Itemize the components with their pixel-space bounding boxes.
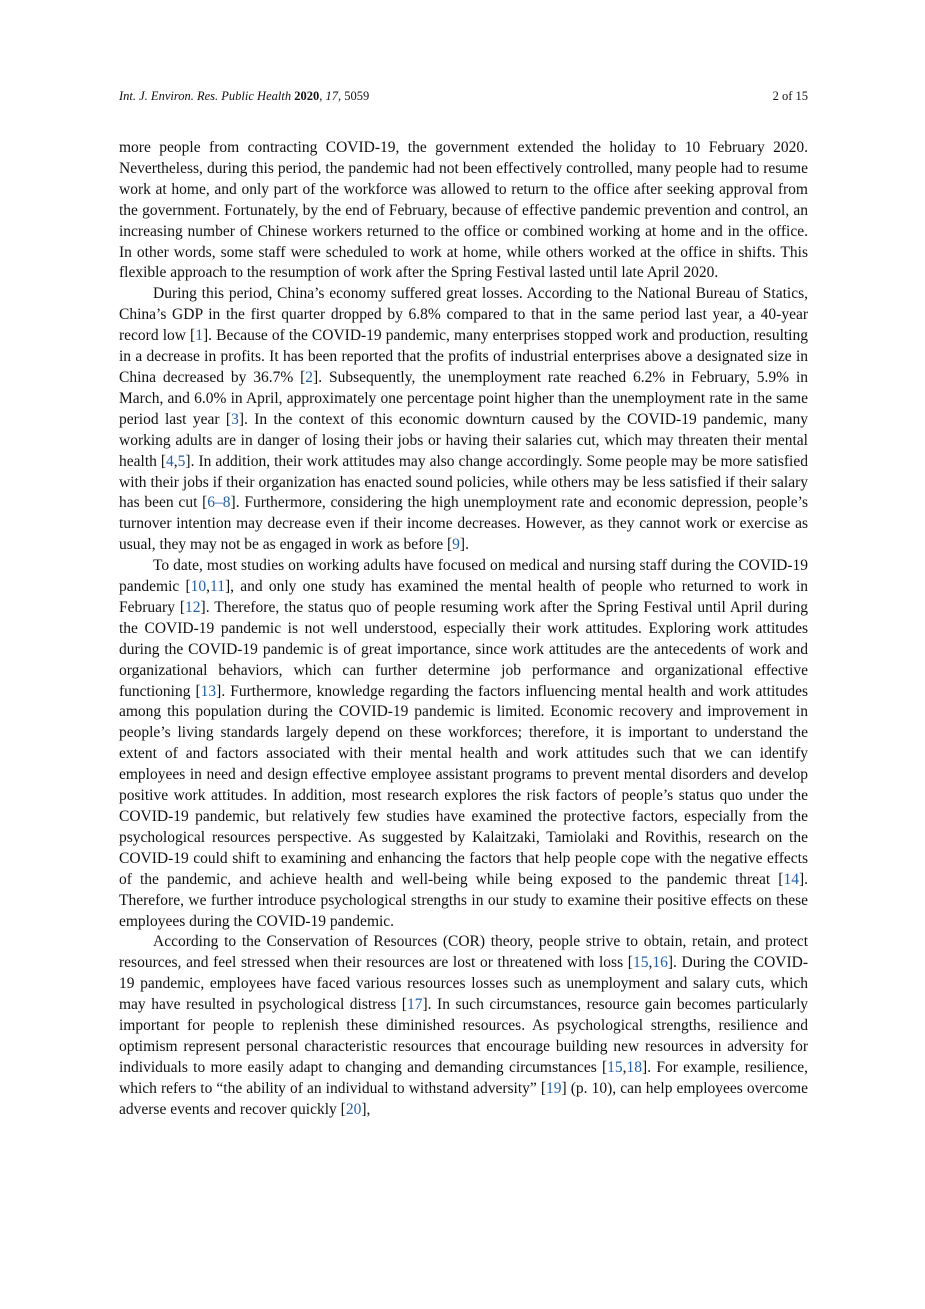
citation-link[interactable]: 19 [546, 1079, 562, 1097]
paragraph [119, 138, 808, 284]
journal-name: Int. J. Environ. Res. Public Health [119, 89, 292, 103]
paragraph-text: ]. In the context of this economic downturn caused by the COVID-19 pandemic, many working adults are in danger of losing their jobs or having their salaries cut, which may threaten their mental health [ [119, 410, 808, 470]
journal-volume: 17 [325, 89, 338, 103]
paragraph-text: , [173, 452, 178, 470]
citation-link[interactable]: 13 [200, 682, 217, 700]
paragraph-text: ], and only one study has examined the mental health of people who returned to work in February [ [119, 578, 808, 616]
paragraph [119, 932, 808, 1120]
citation-link[interactable]: 9 [452, 536, 460, 554]
paragraph-text: more people from contracting COVID-19, the government extended the holiday to 10 February 2020. Nevertheless, during this period, the pandemic had not been effectively controlled, many people had to resume work at home, and only part of the workforce was allowed to return to the office after seeking approval from the government. Fortunately, by the end of February, because of effective pandemic prevention and control, an increasing number of Chinese workers returned to the office or combined working at home and in the office. In other words, some staff were scheduled to work at home, while others worked at the office in shifts. This flexible approach to the resumption of work after the Spring Festival lasted until late April 2020. [119, 139, 808, 282]
citation-link[interactable]: 12 [185, 598, 201, 616]
paragraph-text: According to the Conservation of Resources (COR) theory, people strive to obtain, retain, and protect resources, and feel stressed when their resources are lost or threatened with loss [ [119, 933, 808, 972]
paragraph-text: During this period, China’s economy suffered great losses. According to the National Bureau of Statics, China’s GDP in the first quarter dropped by 6.8% compared to that in the same period last year, a 40-year record low [ [119, 285, 808, 345]
article-number: 5059 [344, 89, 370, 103]
paragraph-text: ] (p. 10), can help employees overcome adverse events and recover quickly [ [119, 1079, 808, 1118]
citation-link[interactable]: 14 [783, 870, 799, 888]
paragraph [119, 284, 808, 556]
paragraph-text: , [622, 1058, 627, 1076]
citation-link[interactable]: 4 [166, 452, 174, 470]
paragraph-text: ]. During the COVID-19 pandemic, employees have faced various resources losses such as unemployment and salary cuts, which may have resulted in psychological distress [ [119, 954, 808, 1014]
paragraph-text: ]. Therefore, the status quo of people resuming work after the Spring Festival until April during the COVID-19 pandemic is not well understood, especially their work attitudes. Exploring work attitudes during the COVID-19 pandemic is of great importance, since work attitudes are the antecedents of work and organizational behaviors, which can further determine job performance and organizational effective functioning [ [119, 598, 808, 700]
paragraph-text: ]. Furthermore, knowledge regarding the factors influencing mental health and work attitudes among this population during the COVID-19 pandemic is limited. Economic recovery and improvement in people’s living standards largely depend on these workforces; therefore, it is important to understand the extent of and factors associated with their mental health and work attitudes such that we can identify employees in need and design effective employee assistant programs to prevent mental disorders and develop positive work attitudes. In addition, most research explores the risk factors of people’s status quo under the COVID-19 pandemic, but relatively few studies have examined the protective factors, especially from the psychological resources perspective. As suggested by Kalaitzaki, Tamiolaki and Rovithis, research on the COVID-19 could shift to examining and enhancing the factors that help people cope with the negative effects of the pandemic, and achieve health and well-being while being exposed to the pandemic threat [ [119, 682, 808, 888]
citation-link[interactable]: 15 [632, 954, 649, 972]
paragraph-text: ], [361, 1100, 371, 1118]
citation-link[interactable]: 5 [177, 452, 186, 470]
paragraph-text: ]. [459, 536, 469, 554]
paragraph-text: ]. Furthermore, considering the high unemployment rate and economic depression, people’s turnover intention may decrease even if their income decreases. However, as they cannot work or exercise as usual, they may not be as engaged in work as before [ [119, 494, 808, 554]
citation-link[interactable]: 17 [406, 996, 423, 1014]
paragraph-text: ]. In addition, their work attitudes may also change accordingly. Some people may be more satisfied with their jobs if their organization has enacted sound policies, while others may be less satisfied if their salary has been cut [ [119, 452, 808, 512]
paragraph-text: ]. Therefore, we further introduce psychological strengths in our study to examine their positive effects on these employees during the COVID-19 pandemic. [119, 870, 808, 930]
paragraph-text: To date, most studies on working adults have focused on medical and nursing staff during the COVID-19 pandemic [ [119, 557, 808, 596]
paragraph-text: ]. Because of the COVID-19 pandemic, many enterprises stopped work and production, resulting in a decrease in profits. It has been reported that the profits of industrial enterprises above a designated size in China decreased by 36.7% [ [119, 327, 808, 386]
body-text [119, 138, 808, 1121]
paragraph-text: , [206, 578, 211, 596]
citation-link[interactable]: 20 [345, 1100, 362, 1118]
citation-link[interactable]: 11 [210, 578, 225, 596]
page-number: 2 of 15 [772, 89, 808, 103]
citation-link[interactable]: 16 [652, 954, 668, 972]
journal-year: 2020 [294, 89, 320, 103]
citation-link[interactable]: 2 [305, 368, 314, 386]
paragraph [119, 556, 808, 932]
citation-link[interactable]: 15 [607, 1058, 623, 1076]
page-header: Int. J. Environ. Res. Public Health 2020, 17, 5059 2 of 15 [119, 89, 808, 103]
citation-link[interactable]: 1 [195, 327, 203, 345]
paragraph-text: , [648, 954, 653, 972]
paragraph-text: ]. In such circumstances, resource gain becomes particularly important for people to replenish these diminished resources. As psychological strengths, resilience and optimism represent personal characteristic resources that encourage building new resources in adversity for individuals to more easily adapt to changing and demanding circumstances [ [119, 996, 809, 1076]
citation-link[interactable]: 10 [190, 578, 207, 596]
paragraph-text: ]. Subsequently, the unemployment rate reached 6.2% in February, 5.9% in March, and 6.0% in April, approximately one percentage point higher than the unemployment rate in the same period last year [ [119, 368, 808, 428]
citation-link[interactable]: 18 [626, 1058, 643, 1076]
paragraph-text: ]. For example, resilience, which refers to “the ability of an individual to withstand adversity” [ [119, 1058, 809, 1097]
citation-link[interactable]: 6–8 [207, 494, 231, 512]
citation-link[interactable]: 3 [231, 410, 239, 428]
